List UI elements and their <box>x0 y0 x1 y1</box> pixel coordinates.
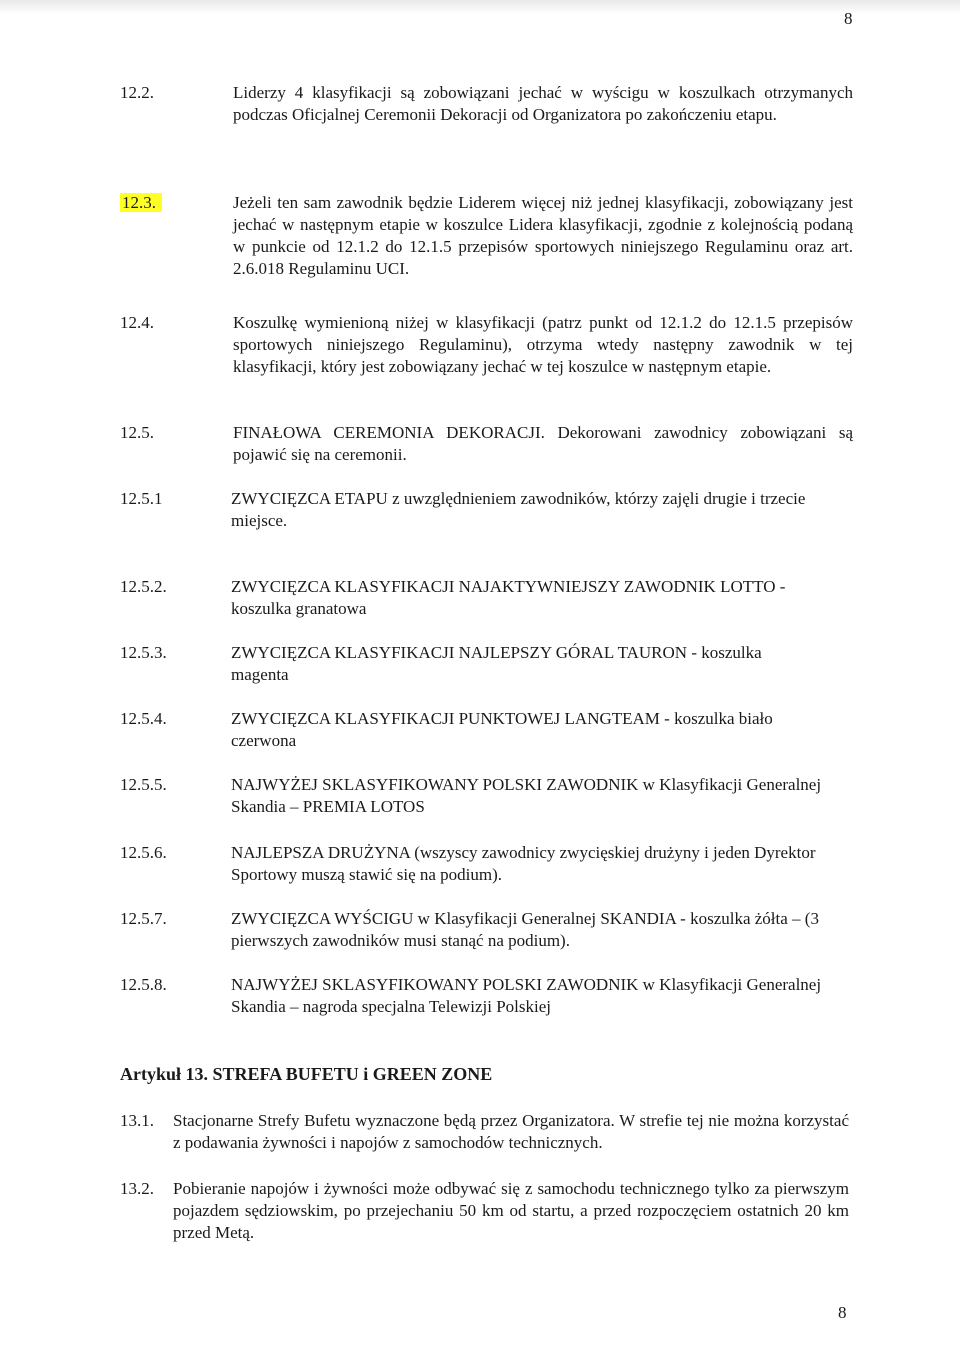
item-text-12-5: FINAŁOWA CEREMONIA DEKORACJI. Dekorowani zawodnicy zobowiązani są pojawić się na ceremonii. <box>233 423 853 464</box>
item-text-13-2: Pobieranie napojów i żywności może odbywać się z samochodu technicznego tylko za pierwszym pojazdem sędziowskim, po przejechaniu 50 km od startu, a przed rozpoczęciem ostatnich 20 km przed Metą. <box>173 1179 849 1242</box>
scan-shadow <box>0 0 960 14</box>
item-text-12-5-7: ZWYCIĘZCA WYŚCIGU w Klasyfikacji Generalnej SKANDIA - koszulka żółta – (3 pierwszych zawodników musi stanąć na podium). <box>231 909 819 950</box>
item-text-13-1: Stacjonarne Strefy Bufetu wyznaczone będą przez Organizatora. W strefie tej nie można korzystać z podawania żywności i napojów z samochodów technicznych. <box>173 1111 849 1152</box>
item-text-12-5-5: NAJWYŻEJ SKLASYFIKOWANY POLSKI ZAWODNIK w Klasyfikacji Generalnej Skandia – PREMIA LOTOS <box>231 775 822 816</box>
page-number-top: 8 <box>844 9 853 28</box>
item-number-12-5-5: 12.5.5. <box>120 775 167 794</box>
item-number-12-5-8: 12.5.8. <box>120 975 167 994</box>
item-text-12-3: Jeżeli ten sam zawodnik będzie Liderem więcej niż jednej klasyfikacji, zobowiązany jest jechać w następnym etapie w koszulce Lidera klasyfikacji, zgodnie z kolejnością podaną w punkcie od 12.1.2 do 12.1.5 przepisów sportowych niniejszego Regulaminu oraz art. 2.6.018 Regulaminu UCI. <box>233 193 853 278</box>
item-number-12-5-7: 12.5.7. <box>120 909 167 928</box>
item-number-13-1: 13.1. <box>120 1111 154 1130</box>
item-number-12-5-6: 12.5.6. <box>120 843 167 862</box>
page-number-bottom: 8 <box>838 1303 847 1322</box>
item-text-12-5-6: NAJLEPSZA DRUŻYNA (wszyscy zawodnicy zwycięskiej drużyny i jeden Dyrektor Sportowy muszą stawić się na podium). <box>231 843 816 884</box>
item-number-12-5-3: 12.5.3. <box>120 643 167 662</box>
item-number-12-5: 12.5. <box>120 423 154 442</box>
item-text-12-2: Liderzy 4 klasyfikacji są zobowiązani jechać w wyścigu w koszulkach otrzymanych podczas Oficjalnej Ceremonii Dekoracji od Organizatora po zakończeniu etapu. <box>233 83 853 124</box>
item-number-13-2: 13.2. <box>120 1179 154 1198</box>
article-heading <box>120 1063 492 1085</box>
item-text-12-5-2: ZWYCIĘZCA KLASYFIKACJI NAJAKTYWNIEJSZY ZAWODNIK LOTTO - koszulka granatowa <box>231 577 786 618</box>
item-text-12-4: Koszulkę wymienioną niżej w klasyfikacji (patrz punkt od 12.1.2 do 12.1.5 przepisów sportowych niniejszego Regulaminu), otrzyma wtedy następny zawodnik w tej klasyfikacji, który jest zobowiązany jechać w tej koszulce w następnym etapie. <box>233 313 853 376</box>
item-text-12-5-3: ZWYCIĘZCA KLASYFIKACJI NAJLEPSZY GÓRAL TAURON - koszulka magenta <box>231 643 762 684</box>
highlight-marker: 12.3. <box>120 193 162 212</box>
item-number-12-3 <box>120 192 162 214</box>
item-number-12-5-4: 12.5.4. <box>120 709 167 728</box>
item-text-12-5-8: NAJWYŻEJ SKLASYFIKOWANY POLSKI ZAWODNIK w Klasyfikacji Generalnej Skandia – nagroda specjalna Telewizji Polskiej <box>231 975 822 1016</box>
item-number-12-5-1: 12.5.1 <box>120 489 163 508</box>
item-number-12-2: 12.2. <box>120 83 154 102</box>
item-text-12-5-4: ZWYCIĘZCA KLASYFIKACJI PUNKTOWEJ LANGTEAM - koszulka biało czerwona <box>231 709 773 750</box>
item-text-12-5-1: ZWYCIĘZCA ETAPU z uwzględnieniem zawodników, którzy zajęli drugie i trzecie miejsce. <box>231 489 806 530</box>
item-number-12-5-2: 12.5.2. <box>120 577 167 596</box>
item-number-12-4: 12.4. <box>120 313 154 332</box>
article-heading-title: STREFA BUFETU i GREEN ZONE <box>212 1064 493 1084</box>
article-heading-prefix: Artykuł 13. <box>120 1064 209 1084</box>
